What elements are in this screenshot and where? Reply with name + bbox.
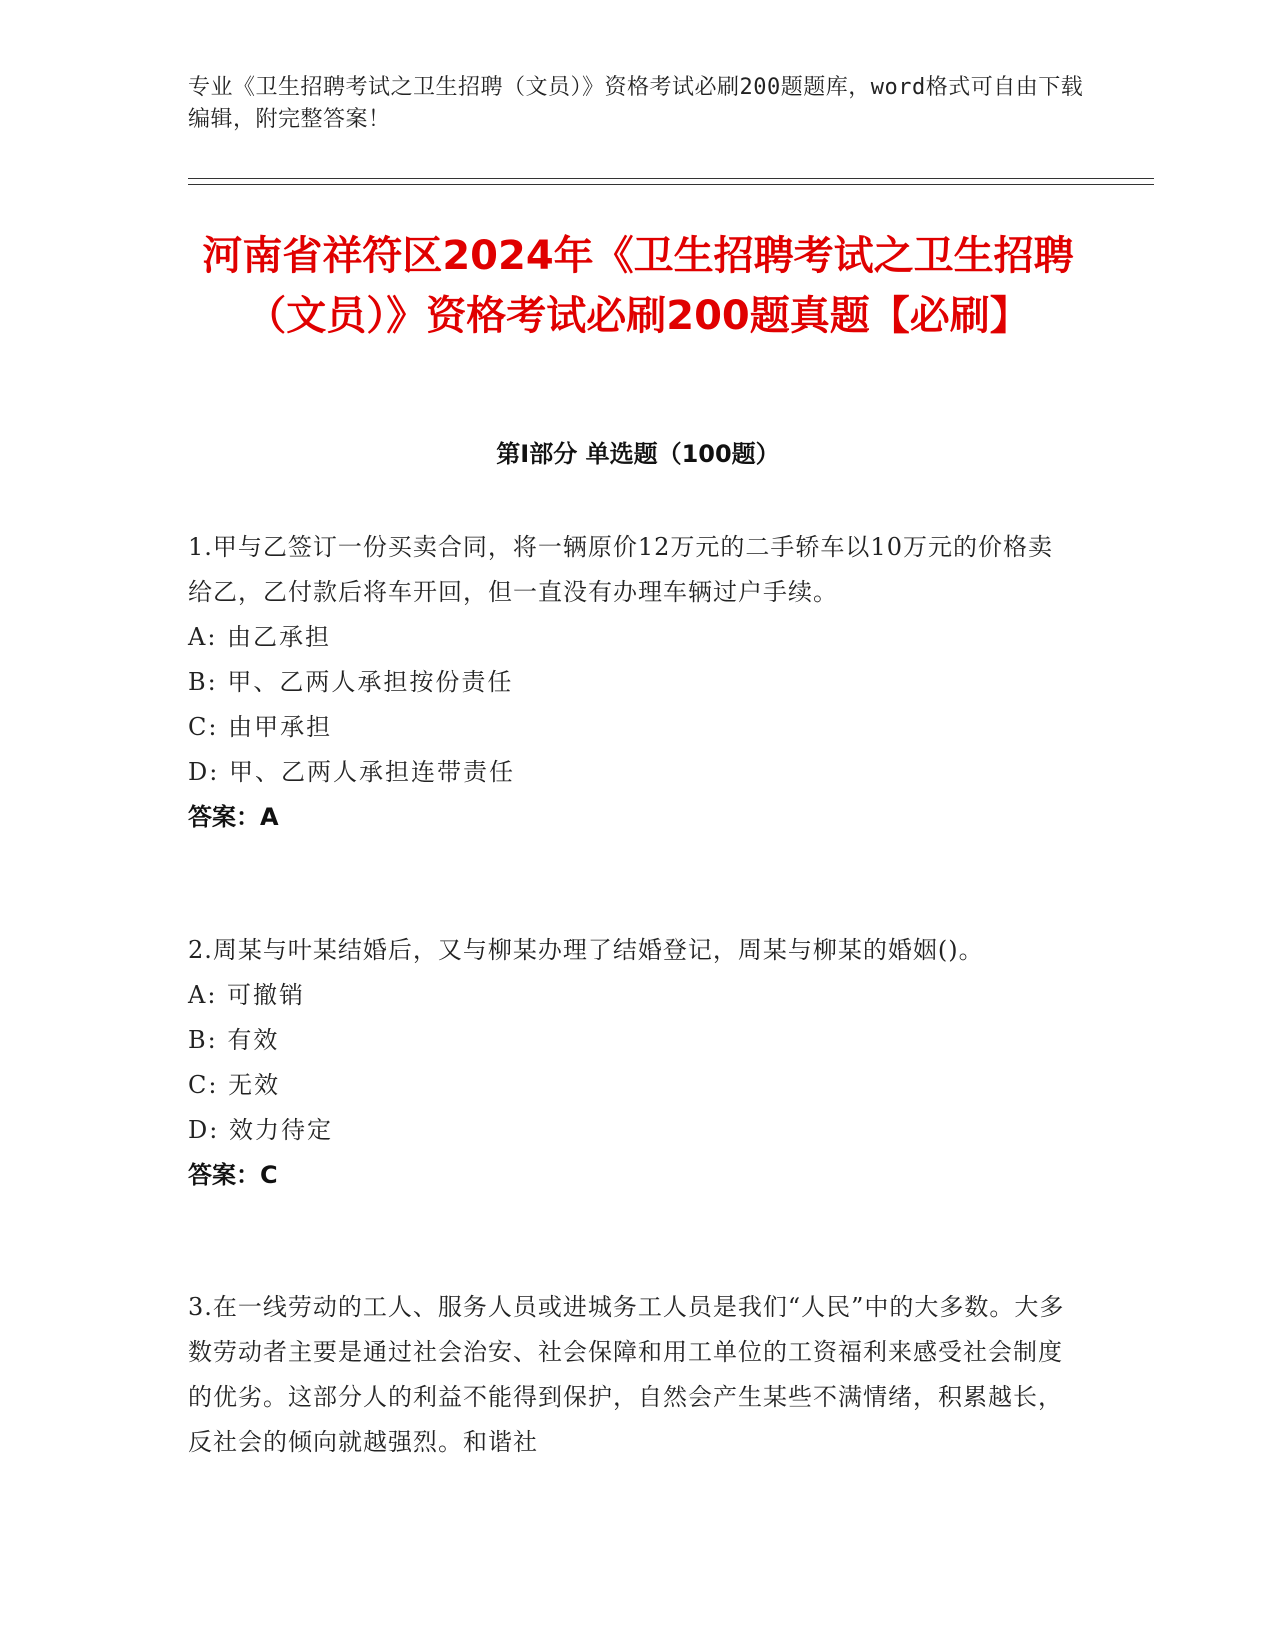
option-d: D: 效力待定: [188, 1116, 333, 1144]
option-c: C: 由甲承担: [188, 713, 333, 741]
header-divider-top: [188, 178, 1154, 179]
document-title: 河南省祥符区2024年《卫生招聘考试之卫生招聘（文员）》资格考试必刷200题真题【必刷】: [202, 233, 1074, 339]
question-item: [188, 1285, 1068, 1465]
question-stem: 3.在一线劳动的工人、服务人员或进城务工人员是我们“人民”中的大多数。大多数劳动者主要是通过社会治安、社会保障和用工单位的工资福利来感受社会制度的优劣。这部分人的利益不能得到保护，自然会产生某些不满情绪，积累越长，反社会的倾向就越强烈。和谐社: [188, 1293, 1065, 1456]
section-heading: 第Ⅰ部分 单选题（100题）: [496, 440, 780, 468]
question-item: [188, 928, 1068, 1198]
option-d: D: 甲、乙两人承担连带责任: [188, 758, 515, 786]
header-divider-bottom: [188, 184, 1154, 185]
question-stem: 2.周某与叶某结婚后，又与柳某办理了结婚登记，周某与柳某的婚姻()。: [188, 936, 984, 964]
option-c: C: 无效: [188, 1071, 281, 1099]
header-note: 专业《卫生招聘考试之卫生招聘（文员）》资格考试必刷200题题库，word格式可自由下载编辑，附完整答案！: [188, 75, 1084, 132]
question-stem: 1.甲与乙签订一份买卖合同，将一辆原价12万元的二手轿车以10万元的价格卖给乙，乙付款后将车开回，但一直没有办理车辆过户手续。: [188, 533, 1053, 606]
answer-label: 答案：C: [188, 1161, 278, 1189]
answer-label: 答案：A: [188, 803, 279, 831]
question-item: [188, 525, 1068, 840]
option-a: A: 由乙承担: [188, 623, 332, 651]
option-a: A: 可撤销: [188, 981, 306, 1009]
option-b: B: 甲、乙两人承担按份责任: [188, 668, 514, 696]
option-b: B: 有效: [188, 1026, 280, 1054]
